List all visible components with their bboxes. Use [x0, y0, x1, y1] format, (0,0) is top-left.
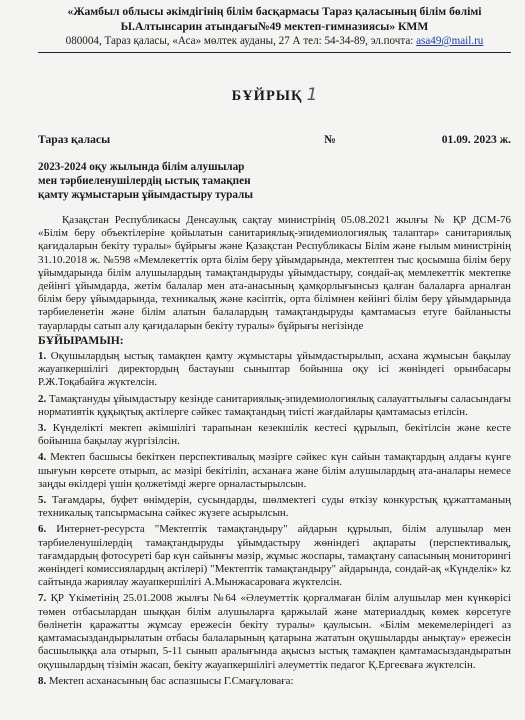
order-body [38, 214, 511, 688]
subject-line: қамту жұмыстарын ұйымдастыру туралы [38, 189, 254, 201]
org-address [38, 34, 511, 48]
order-item: 6. Интернет-ресурста "Мектептік тамақтандыру" айдарын құрылып, білім алушылар мен тәрбиеленушілердің тамақтандыруды ұйымдастыру жөніндегі ақпараты (перспективалық, тағамдардың фотосуреті бар күн сайынғы мәзір, жұмыс жоспары, тамақтану сапасының мониторингі жөніндегі комиссиялардың актілері) "Мектептік тамақтандыру" айдарында, сондай-ақ «Күнделік» kz сайтында жариялау жауапкершілігі А.Мынжасароваға жүктелсін. [38, 523, 511, 589]
intro-paragraph: Қазақстан Республикасы Денсаулық сақтау министрінің 05.08.2021 жылғы № ҚР ДСМ-76 «Білім беру объектілеріне қойылатын санитариялық-эпидемиологиялық талаптар» санитариялық қағидаларын бекіту туралы» бұйрығы және Қазақстан Республикасы Білім және ғылым министрінің 31.10.2018 ж. №598 «Мемлекеттік орта білім беру ұйымдарында, мектептен тыс қосымша білім беру ұйымдарында білім алушылардың тамақтандыруды ұйымдастыру, сондай-ақ мемлекеттік мектепке дейінгі ұйымдарда, жетім балалар мен ата-анасының қамқорлығынсыз қалған балаларға арналған білім беру ұйымдарында, техникалық және кәсіптік, орта білімнен кейінгі білім беру ұйымдарында тәрбиеленетін және білім алатын балалардың тамақтандыруды қамтамасыз етуге байланысты тауарларды сатып алу қағидаларын бекіту туралы» бұйрығы негізінде [38, 214, 511, 332]
order-item: 2. Тамақтануды ұйымдастыру кезінде санитариялық-эпидемиологиялық салауаттылығы саласындағы нормативтік құқықтық актілерге сәйкес тамақтандың тиісті жағдайлары қамтамасыз етілсін. [38, 392, 511, 418]
order-item: 5. Тағамдары, буфет өнімдерін, сусындарды, шөлмектегі суды өткізу конкурстық құжаттаманың техникалық тапсырмасына сәйкес жүзеге асырылсын. [38, 494, 511, 520]
order-meta [38, 133, 511, 146]
order-date: 01.09. 2023 ж. [441, 133, 511, 146]
header-divider [38, 52, 511, 53]
order-item: 1. Оқушылардың ыстық тамақпен қамту жұмыстары ұйымдастырылып, асхана жұмысын бақылау жауапкершілігі директордың бастауыш сыныптар бойынша оқу ісі жөніндегі орынбасары Р.Ж.Тоқабайға жүктелсін. [38, 350, 511, 389]
order-title-text: БҰЙРЫҚ [231, 88, 303, 104]
order-item: 7. ҚР Үкіметінің 25.01.2008 жылғы №64 «Әлеуметтік қорғалмаған білім алушылар мен күнкөрісі төмен отбасылардан шыққан білім алушыларға қаржылай және материалдық көмек көрсетуге бөлінетін қаражатты жұмсау ережесін бекіту туралы» қаулысын. «Білім мекемелеріндегі аз қамтамасыздандырылатын отбасы балаларының қатарына жататын оқушыларды анықтау» ережесін басшылыққа ала отырып, 5-11 сынып аралығында ақысыз ыстық тамақпен қамтамасыздандыратын оқушылардың тізімін жасап, бекіту жауапкершілігі әлеуметтік педагог Қ.Ергеєваға жүктелсін. [38, 592, 511, 671]
handwritten-order-number: 1 [306, 85, 318, 105]
org-header-line1: «Жамбыл облысы әкімдігінің білім басқармасы Тараз қаласының білім бөлімі [67, 5, 482, 18]
order-city: Тараз қаласы [38, 133, 111, 146]
order-title [38, 85, 511, 107]
order-item: 8. Мектеп асханасының бас аспазшысы Г.Смағұловаға: [38, 674, 294, 687]
subject-line: мен тәрбиеленушілердің ыстық тамақпен [38, 175, 251, 187]
order-item: 4. Мектеп басшысы бекіткен перспективалық мәзірге сәйкес күн сайын тамақтардың алдағы күнге шығуын көрсете отырып, ас мәзірі бекітіліп, асханаға және білім алушылардың ата-аналары немесе заңды өкілдері үшін қолжетімді жерге орналастырылсын. [38, 451, 511, 490]
org-header [38, 4, 511, 34]
order-label: БҰЙЫРАМЫН: [38, 333, 124, 347]
email-link[interactable]: asa49@mail.ru [416, 35, 484, 47]
org-header-line2: Ы.Алтынсарин атындағы№49 мектеп-гимназиясы» КММ [120, 20, 429, 33]
order-number-label: № [324, 133, 336, 146]
order-item: 3. Күнделікті мектеп әкімшілігі тарапынан кезекшілік кестесі құрылып, бекітілсін және кесте бойынша бақылау жүргізілсін. [38, 422, 511, 448]
subject-line: 2023-2024 оқу жылында білім алушылар [38, 161, 245, 173]
address-text: 080004, Тараз қаласы, «Аса» мөлтек ауданы, 27 А тел: 54-34-89, эл.почта: [65, 35, 417, 47]
order-subject [38, 160, 338, 202]
